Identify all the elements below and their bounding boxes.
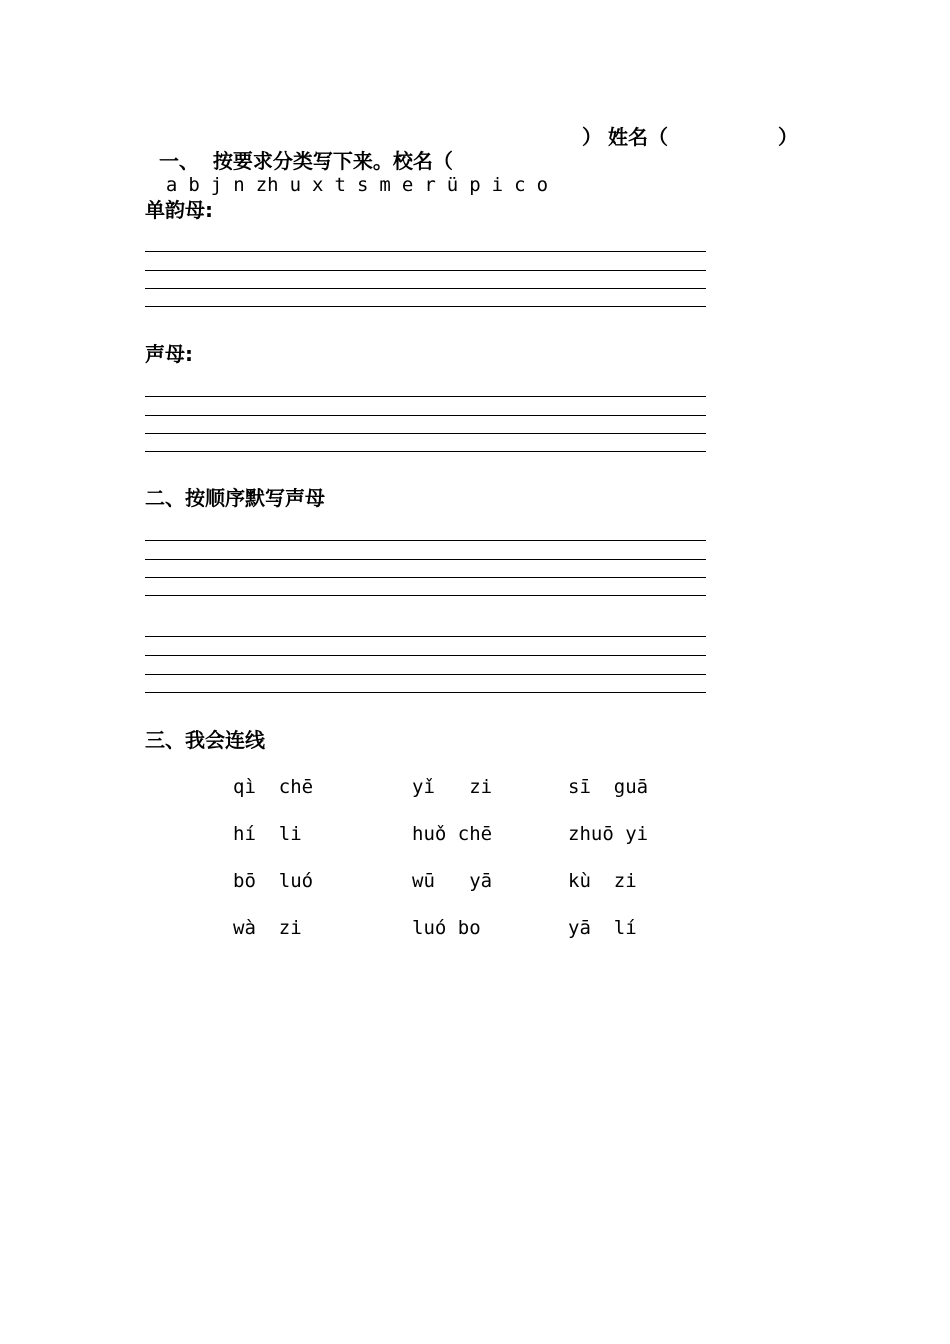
- writing-line: [145, 577, 706, 578]
- writing-line: [145, 655, 706, 656]
- writing-line: [145, 692, 706, 693]
- letter: s: [356, 174, 369, 196]
- letter: t: [334, 174, 346, 196]
- letter: p: [469, 174, 481, 196]
- section3-heading: 三、我会连线: [145, 728, 265, 752]
- writing-line: [145, 636, 706, 637]
- letter: j: [210, 174, 223, 196]
- writing-line: [145, 559, 706, 560]
- pinyin-word: wà zi: [233, 917, 302, 939]
- writing-line: [145, 674, 706, 675]
- writing-line: [145, 540, 706, 541]
- writing-line: [145, 251, 706, 252]
- initials-label: 声母:: [145, 342, 193, 366]
- pinyin-word: luó bo: [412, 917, 481, 939]
- letter: i: [491, 174, 504, 196]
- name-close: ）: [778, 125, 798, 149]
- letter: o: [536, 174, 549, 196]
- letter: b: [188, 174, 200, 196]
- letter: ü: [446, 174, 459, 196]
- pinyin-word: bō luó: [233, 870, 314, 892]
- letter: n: [233, 174, 245, 196]
- writing-line: [145, 451, 706, 452]
- pinyin-word: zhuō yi: [568, 823, 649, 845]
- pinyin-word: yǐ zi: [412, 776, 493, 798]
- section2-heading: 二、按顺序默写声母: [145, 486, 325, 510]
- pinyin-word: kù zi: [568, 870, 637, 892]
- letters-row: [143, 152, 559, 196]
- writing-line: [145, 288, 706, 289]
- letter: r: [424, 174, 436, 196]
- writing-line: [145, 306, 706, 307]
- writing-line: [145, 415, 706, 416]
- pinyin-word: qì chē: [233, 776, 314, 798]
- writing-line: [145, 433, 706, 434]
- school-label: 校名（: [392, 149, 453, 173]
- letter: zh: [255, 174, 279, 196]
- letter: u: [289, 174, 302, 196]
- writing-line: [145, 270, 706, 271]
- letter: e: [401, 174, 414, 196]
- letter: c: [514, 174, 526, 196]
- section1-title: 一、 按要求分类写下来。: [158, 149, 393, 173]
- name-label: 姓名（: [608, 125, 668, 149]
- pinyin-word: wū yā: [412, 870, 493, 892]
- pinyin-word: hí li: [233, 823, 302, 845]
- vowels-label: 单韵母:: [145, 198, 213, 222]
- pinyin-word: yā lí: [568, 917, 637, 939]
- letter: m: [379, 174, 391, 196]
- writing-line: [145, 595, 706, 596]
- letter: x: [312, 174, 324, 196]
- school-close: ）: [582, 125, 602, 149]
- pinyin-word: huǒ chē: [412, 823, 493, 845]
- pinyin-word: sī guā: [568, 776, 649, 798]
- letter: a: [165, 174, 178, 196]
- writing-line: [145, 396, 706, 397]
